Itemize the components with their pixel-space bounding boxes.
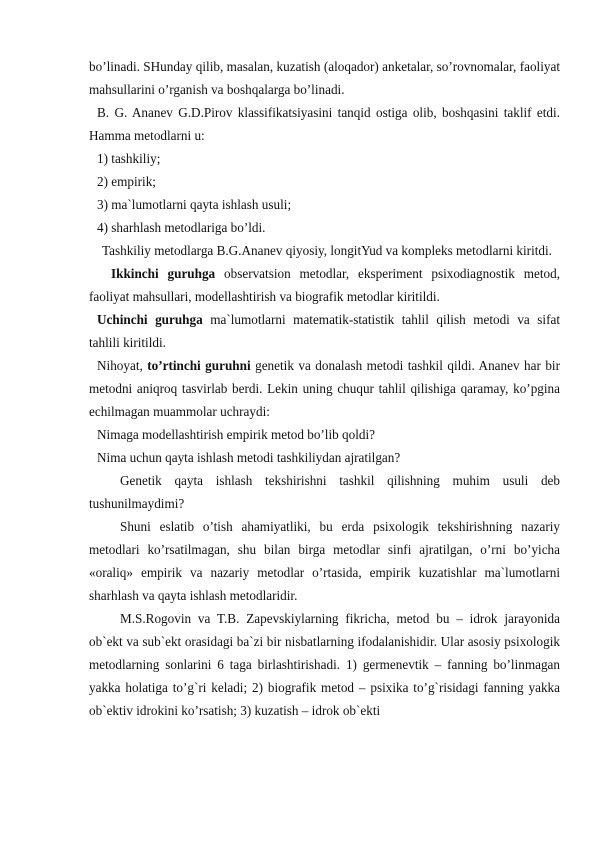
list-item-interpretation xyxy=(89,216,560,239)
paragraph-text: ma`lumotlarni matematik-statistik tahlil qilish metodi va sifat tahlili kiritildi. xyxy=(89,312,561,350)
list-item-processing xyxy=(89,193,560,216)
paragraph-fourth-group xyxy=(89,354,560,423)
document-page xyxy=(89,55,560,722)
bold-term: Uchinchi guruhga xyxy=(97,312,203,327)
bold-term: Ikkinchi guruhga xyxy=(111,266,216,281)
paragraph-third-group xyxy=(89,308,560,354)
paragraph-intro xyxy=(89,55,560,101)
list-item-empirical xyxy=(89,170,560,193)
bold-term: to’rtinchi guruhni xyxy=(147,358,251,373)
paragraph-ananev-classification xyxy=(89,101,560,147)
paragraph-text: Tashkiliy metodlarga B.G.Ananev qiyosiy, longitYud va kompleks metodlarni kiritdi. xyxy=(102,243,552,258)
paragraph-rogovin-zapevskiy xyxy=(89,607,560,722)
paragraph-organizational-methods xyxy=(89,239,560,262)
paragraph-lead: Nihoyat, xyxy=(97,358,148,373)
list-item-text: 3) ma`lumotlarni qayta ishlash usuli; xyxy=(97,197,292,212)
list-item-text: 1) tashkiliy; xyxy=(97,151,161,166)
paragraph-text: observatsion metodlar, eksperiment psixodiagnostik metod, faoliyat mahsullari, modellashtirish va biografik metodlar kiritildi. xyxy=(89,266,560,304)
question-processing xyxy=(89,446,560,469)
paragraph-theoretical-methods xyxy=(89,515,560,607)
paragraph-text: bo’linadi. SHunday qilib, masalan, kuzatish (aloqador) anketalar, so’rovnomalar, faoliyat mahsullarini o’rganish va boshqalarga bo’linadi. xyxy=(89,59,560,97)
question-genetic xyxy=(89,469,560,515)
question-text: Nima uchun qayta ishlash metodi tashkiliydan ajratilgan? xyxy=(97,450,401,465)
list-item-organizational xyxy=(89,147,560,170)
question-text: Genetik qayta ishlash tekshirishni tashkil qilishning muhim usuli deb tushunilmaydimi? xyxy=(89,473,560,511)
paragraph-second-group xyxy=(89,262,560,308)
paragraph-text: M.S.Rogovin va T.B. Zapevskiylarning fikricha, metod bu – idrok jarayonida ob`ekt va sub`ekt orasidagi ba`zi bir nisbatlarning ifodalanishidir. Ular asosiy psixologik metodlarning sonlarini 6 taga birlashtirishadi. 1) germenevtik – fanning bo’linmagan yakka holatiga to’g`ri keladi; 2) biografik metod – psixika to’g`risidagi fanning yakka ob`ektiv idrokini ko’rsatish; 3) kuzatish – idrok ob`ekti xyxy=(89,611,560,718)
question-modelling xyxy=(89,423,560,446)
paragraph-text: Shuni eslatib o’tish ahamiyatliki, bu erda psixologik tekshirishning nazariy metodlari ko’rsatilmagan, shu bilan birga metodlar sinfi ajratilgan, o’rni bo’yicha «oraliq» empirik va nazariy metodlar o’rtasida, empirik kuzatishlar ma`lumotlarni sharhlash va qayta ishlash metodlaridir. xyxy=(89,519,560,603)
question-text: Nimaga modellashtirish empirik metod bo’lib qoldi? xyxy=(97,427,375,442)
list-item-text: 4) sharhlash metodlariga bo’ldi. xyxy=(97,220,266,235)
paragraph-text: genetik va donalash metodi tashkil qildi. Ananev har bir metodni aniqroq tasvirlab berdi. Lekin uning chuqur tahlil qilishiga qaramay, ko’pgina echilmagan muammolar uchraydi: xyxy=(89,358,560,419)
list-item-text: 2) empirik; xyxy=(97,174,156,189)
paragraph-text: B. G. Ananev G.D.Pirov klassifikatsiyasini tanqid ostiga olib, boshqasini taklif etdi. Hamma metodlarni u: xyxy=(89,105,560,143)
